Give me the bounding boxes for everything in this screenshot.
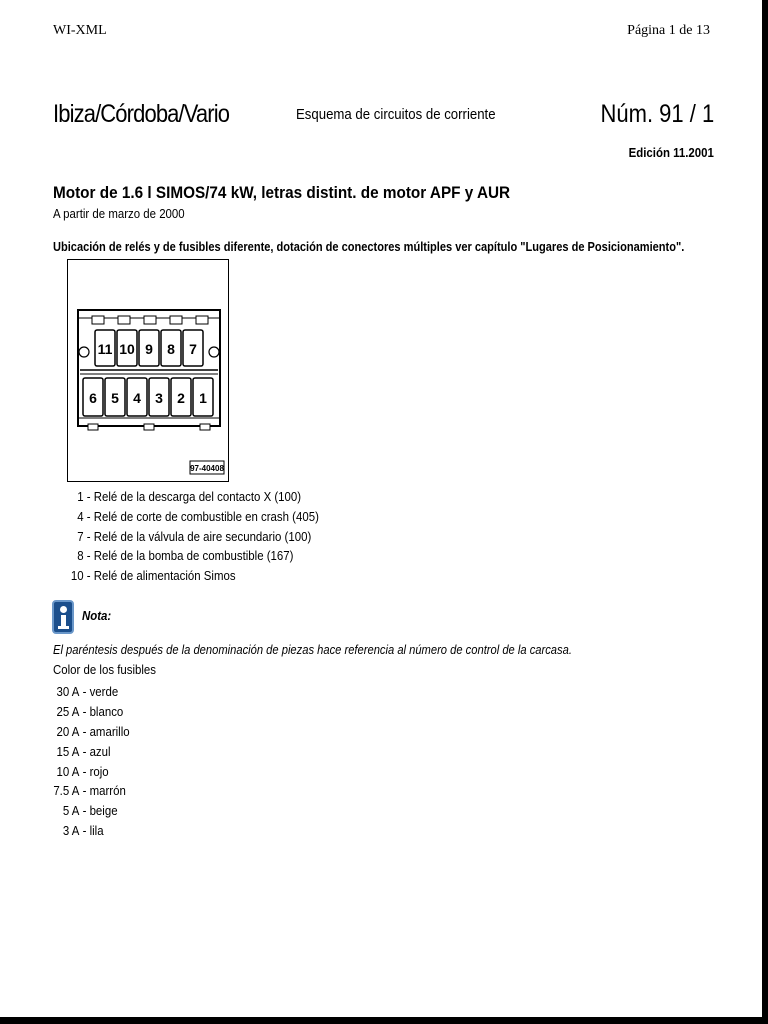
fuse-color-item: 3 A - lila <box>62 823 104 839</box>
info-icon <box>52 600 74 634</box>
socket-label: 2 <box>177 390 185 406</box>
fuse-color-list <box>53 682 140 841</box>
fuse-color-item: 25 A - blanco <box>56 703 124 719</box>
socket-label: 9 <box>145 341 153 357</box>
legend-item: 4 - Relé de corte de combustible en crash (405) <box>77 508 319 524</box>
legend-item: 8 - Relé de la bomba de combustible (167) <box>77 548 294 564</box>
socket-label: 7 <box>189 341 197 357</box>
socket-label: 11 <box>97 341 113 357</box>
header-page-count: Página 1 de 13 <box>627 23 710 38</box>
socket-label: 6 <box>89 390 97 406</box>
figure-code: 97-40408 <box>190 464 224 473</box>
note-text: El paréntesis después de la denominación de piezas hace referencia al número de control de la carcasa. <box>53 642 572 657</box>
socket-label: 10 <box>119 341 135 357</box>
edition-label: Edición 11.2001 <box>628 145 714 160</box>
relay-carrier-drawing <box>68 260 228 481</box>
socket-label: 3 <box>155 390 163 406</box>
vehicle-model-title: Ibiza/Córdoba/Vario <box>53 100 230 128</box>
engine-heading: Motor de 1.6 l SIMOS/74 kW, letras distint. de motor APF y AUR <box>53 183 511 202</box>
relay-location-note: Ubicación de relés y de fusibles diferente, dotación de conectores múltiples ver capítulo "Lugares de Posicionamiento". <box>53 239 685 254</box>
fuse-color-item: 15 A - azul <box>56 743 111 759</box>
header-source: WI-XML <box>53 23 107 38</box>
socket-label: 4 <box>133 390 141 406</box>
relay-carrier-figure <box>67 259 229 482</box>
legend-item: 10 - Relé de alimentación Simos <box>70 568 236 584</box>
fuse-color-item: 7.5 A - marrón <box>53 783 126 799</box>
note-label: Nota: <box>82 608 112 623</box>
schema-number: Núm. 91 / 1 <box>600 100 714 128</box>
fuse-color-item: 10 A - rojo <box>56 763 109 779</box>
socket-label: 1 <box>199 390 207 406</box>
fuse-colors-title: Color de los fusibles <box>53 662 157 677</box>
legend-item: 1 - Relé de la descarga del contacto X (100) <box>77 489 302 504</box>
fuse-color-item: 30 A - verde <box>56 684 119 699</box>
socket-label: 8 <box>167 341 175 357</box>
schema-title: Esquema de circuitos de corriente <box>296 106 496 123</box>
valid-since: A partir de marzo de 2000 <box>53 206 185 221</box>
socket-label: 5 <box>111 390 119 406</box>
relay-legend <box>66 487 353 586</box>
legend-item: 7 - Relé de la válvula de aire secundario (100) <box>77 528 312 544</box>
fuse-color-item: 20 A - amarillo <box>56 723 130 739</box>
fuse-color-item: 5 A - beige <box>62 803 118 819</box>
